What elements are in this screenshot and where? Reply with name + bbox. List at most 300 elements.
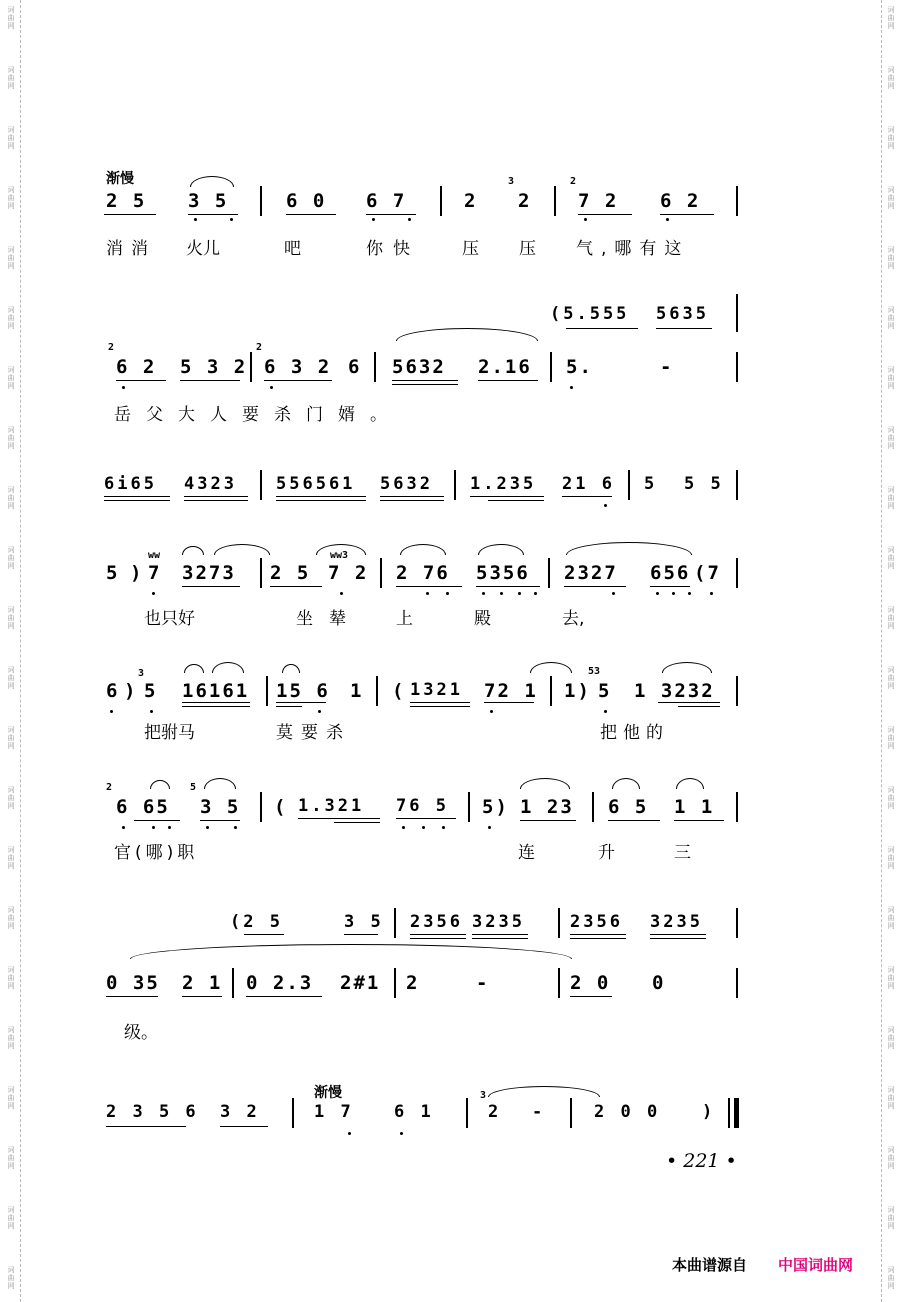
watermark-mark: 词 曲 网 — [7, 906, 15, 930]
note-group: 2 5 — [270, 562, 311, 584]
lyrics-line — [104, 1018, 744, 1044]
octave-dot — [672, 592, 675, 595]
underline — [184, 496, 248, 497]
note-group: 5 5 — [684, 474, 724, 494]
slur — [662, 662, 712, 673]
note-group: 21 6 — [562, 474, 615, 494]
watermark-mark: 词 曲 网 — [887, 606, 895, 630]
watermark-mark: 词 曲 网 — [7, 486, 15, 510]
watermark-mark: 词 曲 网 — [887, 846, 895, 870]
slur — [190, 176, 234, 187]
watermark-mark: 词 曲 网 — [887, 1266, 895, 1290]
underline — [182, 706, 250, 707]
lyric: 压压 — [462, 239, 576, 259]
octave-dot — [500, 592, 503, 595]
note-group: 2 0 0 — [594, 1102, 661, 1122]
underline — [570, 938, 626, 939]
watermark-mark: 词 曲 网 — [7, 606, 15, 630]
bar-line — [736, 558, 738, 588]
note-group: 5632 — [392, 356, 446, 378]
watermark-mark: 词 曲 网 — [887, 546, 895, 570]
watermark-mark: 词 曲 网 — [7, 186, 15, 210]
watermark-mark: 词 曲 网 — [887, 186, 895, 210]
underline — [678, 706, 720, 707]
octave-dot — [168, 826, 171, 829]
grace-note: 2 — [570, 176, 577, 187]
note-group: 6 2 — [660, 190, 701, 212]
note-group: 656 — [650, 562, 691, 584]
watermark-mark: 词 曲 网 — [7, 426, 15, 450]
watermark-mark: 词 曲 网 — [7, 1206, 15, 1230]
lyric: 火儿 — [186, 239, 220, 259]
note-group: 1 1 — [674, 796, 715, 818]
octave-dot — [442, 826, 445, 829]
underline — [298, 818, 380, 819]
watermark-mark: 词 曲 网 — [887, 1026, 895, 1050]
watermark-mark: 词 曲 网 — [887, 906, 895, 930]
octave-dot — [122, 826, 125, 829]
underline — [244, 934, 284, 935]
octave-dot — [234, 826, 237, 829]
lyric: 殿 — [474, 609, 491, 629]
bar-line — [550, 352, 552, 382]
underline — [674, 820, 724, 821]
note-group: 5635 — [656, 304, 709, 324]
bar-line — [736, 352, 738, 382]
note-group: 3273 — [182, 562, 236, 584]
lyric: 去, — [562, 609, 585, 629]
underline — [566, 328, 638, 329]
note-group: 5 3 2 — [180, 356, 248, 378]
note-group: ) — [702, 1102, 716, 1122]
lyric: 连 — [518, 843, 535, 863]
lyric: 岳父大人要杀门婿。 — [114, 405, 402, 425]
underline — [484, 702, 534, 703]
upper-staff — [104, 912, 740, 942]
underline — [650, 586, 690, 587]
grace-note: 3 — [480, 1090, 487, 1101]
note-group: 3 2 — [220, 1102, 260, 1122]
octave-dot — [348, 1132, 351, 1135]
slur — [676, 778, 704, 789]
lyrics-line — [104, 718, 744, 744]
note-group: 2356 — [570, 912, 623, 932]
octave-dot — [482, 592, 485, 595]
final-bar-line — [728, 1098, 730, 1128]
octave-dot — [426, 592, 429, 595]
note-group: 7 2 — [578, 190, 619, 212]
underline — [476, 586, 540, 587]
underline — [182, 702, 250, 703]
octave-dot — [408, 218, 411, 221]
watermark-mark: 词 曲 网 — [7, 786, 15, 810]
watermark-mark: 词 曲 网 — [7, 966, 15, 990]
lyric: 莫要杀 — [276, 723, 351, 743]
bar-line — [736, 792, 738, 822]
note-group: 5356 — [476, 562, 530, 584]
lyrics-line — [104, 604, 744, 630]
note-group: 2356 — [410, 912, 463, 932]
octave-dot — [570, 386, 573, 389]
grace-note: ww — [148, 550, 161, 561]
underline — [184, 500, 248, 501]
underline — [188, 214, 238, 215]
octave-dot — [688, 592, 691, 595]
slur — [204, 778, 236, 789]
octave-dot — [110, 710, 113, 713]
note-group: 1321 — [410, 680, 463, 700]
underline — [562, 496, 612, 497]
note-group: 6 0 — [286, 190, 327, 212]
note-group: 7 2 — [328, 562, 369, 584]
octave-dot — [402, 826, 405, 829]
underline — [396, 586, 462, 587]
note-group: 2.16 — [478, 356, 532, 378]
slur — [566, 542, 692, 555]
lyrics-line — [104, 838, 744, 864]
grace-note: 5 — [190, 782, 197, 793]
underline — [396, 818, 456, 819]
bar-line — [394, 908, 396, 938]
octave-dot — [488, 826, 491, 829]
underline — [106, 996, 158, 997]
note-group: 3235 — [650, 912, 703, 932]
note-group: 5. — [566, 356, 593, 378]
note-group: 556561 — [276, 474, 356, 494]
watermark-mark: 词 曲 网 — [887, 966, 895, 990]
note-group: 2#1 — [340, 972, 381, 994]
underline — [564, 586, 626, 587]
grace-note: 53 — [588, 666, 601, 677]
lyric: 气,哪有这 — [576, 239, 690, 259]
watermark-mark: 词 曲 网 — [887, 306, 895, 330]
note-group: 0 35 — [106, 972, 160, 994]
note-group: 76 5 — [396, 796, 449, 816]
underline — [410, 702, 470, 703]
bar-line — [558, 968, 560, 998]
note-group: 1 — [350, 680, 364, 702]
watermark-mark: 词 曲 网 — [7, 66, 15, 90]
bar-line — [554, 186, 556, 216]
watermark-mark: 词 曲 网 — [887, 426, 895, 450]
watermark-mark: 词 曲 网 — [887, 6, 895, 30]
note-group: 0 — [652, 972, 666, 994]
octave-dot — [340, 592, 343, 595]
note-group: - — [660, 356, 674, 378]
note-group: 5 — [598, 680, 612, 702]
note-group: 7 — [148, 562, 162, 584]
underline — [410, 938, 466, 939]
underline — [276, 706, 302, 707]
note-group: ( — [274, 796, 288, 818]
underline — [650, 934, 706, 935]
bar-line — [374, 352, 376, 382]
note-group: - — [476, 972, 490, 994]
octave-dot — [604, 710, 607, 713]
underline — [276, 500, 366, 501]
bar-line — [260, 792, 262, 822]
bar-line — [736, 470, 738, 500]
note-group: 2 — [488, 1102, 502, 1122]
note-group: 5632 — [380, 474, 433, 494]
bar-line — [570, 1098, 572, 1128]
underline — [116, 380, 166, 381]
watermark-mark: 词 曲 网 — [7, 306, 15, 330]
footer-brand-link[interactable]: 中国词曲网 — [778, 1256, 854, 1274]
note-group: (2 5 — [230, 912, 283, 932]
final-bar-line-thick — [734, 1098, 739, 1128]
underline — [246, 996, 322, 997]
watermark-mark: 词 曲 网 — [7, 126, 15, 150]
note-group: 6 65 — [116, 796, 170, 818]
note-group: 6 7 — [366, 190, 407, 212]
note-group: (7 — [694, 562, 721, 584]
underline — [570, 996, 612, 997]
note-group: 4323 — [184, 474, 237, 494]
underline — [200, 820, 240, 821]
underline — [660, 214, 714, 215]
note-group: 6 — [106, 680, 120, 702]
slur — [184, 664, 204, 673]
octave-dot — [400, 1132, 403, 1135]
underline — [104, 214, 156, 215]
note-group: ) — [130, 562, 144, 584]
watermark-mark: 词 曲 网 — [7, 846, 15, 870]
page-number: • 221 • — [666, 1150, 737, 1172]
underline — [650, 938, 706, 939]
bar-line — [736, 186, 738, 216]
note-group: 6 3 2 — [264, 356, 332, 378]
watermark-mark: 词 曲 网 — [887, 786, 895, 810]
bar-line — [736, 676, 738, 706]
note-group: 5 — [106, 562, 120, 584]
underline — [578, 214, 632, 215]
underline — [656, 328, 712, 329]
octave-dot — [666, 218, 669, 221]
lyrics-line — [104, 400, 744, 426]
upper-staff — [104, 304, 740, 334]
bar-line — [592, 792, 594, 822]
underline — [608, 820, 660, 821]
slur — [130, 944, 572, 959]
octave-dot — [372, 218, 375, 221]
underline — [470, 496, 544, 497]
octave-dot — [584, 218, 587, 221]
bar-line — [736, 294, 738, 332]
underline — [264, 380, 332, 381]
note-group: 6 2 — [116, 356, 157, 378]
underline — [380, 496, 444, 497]
underline — [134, 820, 180, 821]
watermark-mark: 词 曲 网 — [7, 1026, 15, 1050]
watermark-mark: 词 曲 网 — [7, 1086, 15, 1110]
bar-line — [628, 470, 630, 500]
underline — [472, 938, 528, 939]
lyric: 把他的 — [600, 723, 669, 743]
watermark-mark: 词 曲 网 — [7, 1266, 15, 1290]
note-group: 2 — [518, 190, 532, 212]
octave-dot — [122, 386, 125, 389]
watermark-mark: 词 曲 网 — [887, 1206, 895, 1230]
watermark-mark: 词 曲 网 — [7, 1146, 15, 1170]
underline — [220, 1126, 268, 1127]
note-group: 1) — [564, 680, 591, 702]
watermark-mark: 词 曲 网 — [887, 726, 895, 750]
octave-dot — [656, 592, 659, 595]
watermark-mark: 词 曲 网 — [7, 726, 15, 750]
lyric: 把驸马 — [144, 723, 195, 743]
note-group: 3 5 — [188, 190, 229, 212]
octave-dot — [150, 710, 153, 713]
watermark-mark: 词 曲 网 — [887, 126, 895, 150]
underline — [182, 996, 222, 997]
slur — [400, 544, 446, 555]
underline — [392, 380, 458, 381]
underline — [472, 934, 528, 935]
grace-note: 2 — [256, 342, 263, 353]
watermark-mark: 词 曲 网 — [7, 246, 15, 270]
lyric: 你快 — [366, 239, 420, 259]
note-group: 3 5 — [344, 912, 384, 932]
underline — [104, 500, 170, 501]
grace-note: 3 — [138, 668, 145, 679]
note-group: 6 1 — [394, 1102, 434, 1122]
underline — [658, 702, 720, 703]
underline — [276, 496, 366, 497]
octave-dot — [194, 218, 197, 221]
underline — [180, 380, 240, 381]
bar-line — [292, 1098, 294, 1128]
underline — [366, 214, 416, 215]
underline — [276, 702, 326, 703]
note-group: 1.321 — [298, 796, 365, 816]
lyric: 官(哪)职 — [114, 843, 199, 863]
octave-dot — [318, 710, 321, 713]
lyric: 级。 — [124, 1023, 158, 1043]
lyric: 消消 — [106, 239, 156, 259]
note-group: 2 3 5 6 — [106, 1102, 199, 1122]
note-group: 6 5 — [608, 796, 649, 818]
grace-note: 2 — [108, 342, 115, 353]
slur — [182, 546, 204, 555]
bar-line — [548, 558, 550, 588]
lyrics-line — [104, 234, 744, 260]
note-group: 2 0 — [570, 972, 611, 994]
note-group: 2 — [406, 972, 420, 994]
note-group: 6i65 — [104, 474, 157, 494]
note-group: 0 2.3 — [246, 972, 314, 994]
lyric: 三 — [674, 843, 691, 863]
footer-source-label: 本曲谱源自 — [672, 1256, 748, 1274]
note-group: 1 23 — [520, 796, 574, 818]
watermark-mark: 词 曲 网 — [7, 6, 15, 30]
bar-line — [736, 968, 738, 998]
note-group: ) — [124, 680, 138, 702]
note-group: 16161 — [182, 680, 250, 702]
slur — [488, 1086, 600, 1097]
right-watermark-strip — [881, 0, 900, 1302]
octave-dot — [152, 592, 155, 595]
note-group: 1 3232 — [634, 680, 715, 702]
octave-dot — [206, 826, 209, 829]
grace-note: 2 — [106, 782, 113, 793]
note-group: 5) — [482, 796, 509, 818]
note-group: 2 76 — [396, 562, 450, 584]
note-group: 5 — [644, 474, 658, 494]
slur — [212, 662, 244, 673]
lyric: 上 — [396, 609, 413, 629]
slur — [520, 778, 570, 789]
note-group: (5.555 — [550, 304, 630, 324]
tempo-marking: 渐慢 — [106, 171, 134, 187]
octave-dot — [422, 826, 425, 829]
bar-line — [394, 968, 396, 998]
octave-dot — [270, 386, 273, 389]
note-group: 3 5 — [200, 796, 241, 818]
octave-dot — [534, 592, 537, 595]
note-group: ( — [392, 680, 406, 702]
watermark-mark: 词 曲 网 — [887, 66, 895, 90]
bar-line — [232, 968, 234, 998]
octave-dot — [612, 592, 615, 595]
underline — [392, 384, 458, 385]
note-group: 2 5 — [106, 190, 147, 212]
underline — [488, 500, 544, 501]
left-watermark-strip — [2, 0, 21, 1302]
slur — [478, 544, 524, 555]
lyric: 坐辇 — [296, 609, 362, 629]
bar-line — [376, 676, 378, 706]
note-group: 2 1 — [182, 972, 223, 994]
watermark-mark: 词 曲 网 — [7, 366, 15, 390]
note-group: 2 — [464, 190, 478, 212]
note-group: 6 — [348, 356, 362, 378]
underline — [106, 1126, 186, 1127]
watermark-mark: 词 曲 网 — [887, 1086, 895, 1110]
underline — [344, 934, 378, 935]
slur — [530, 662, 572, 673]
bar-line — [466, 1098, 468, 1128]
note-group: 72 1 — [484, 680, 538, 702]
bar-line — [550, 676, 552, 706]
underline — [380, 500, 444, 501]
bar-line — [736, 908, 738, 938]
lyric: 升 — [598, 843, 615, 863]
octave-dot — [490, 710, 493, 713]
octave-dot — [446, 592, 449, 595]
watermark-mark: 词 曲 网 — [7, 546, 15, 570]
underline — [182, 586, 240, 587]
bar-line — [380, 558, 382, 588]
octave-dot — [152, 826, 155, 829]
bar-line — [260, 558, 262, 588]
grace-note: ww3 — [330, 550, 349, 561]
tempo-marking: 渐慢 — [314, 1085, 342, 1101]
octave-dot — [518, 592, 521, 595]
watermark-mark: 词 曲 网 — [887, 666, 895, 690]
underline — [104, 496, 170, 497]
underline — [478, 380, 538, 381]
bar-line — [260, 186, 262, 216]
bar-line — [558, 908, 560, 938]
bar-line — [468, 792, 470, 822]
slur — [612, 778, 640, 789]
underline — [410, 934, 466, 935]
lyric: 吧 — [284, 239, 301, 259]
note-group: 2327 — [564, 562, 618, 584]
slur — [282, 664, 300, 673]
underline — [286, 214, 336, 215]
